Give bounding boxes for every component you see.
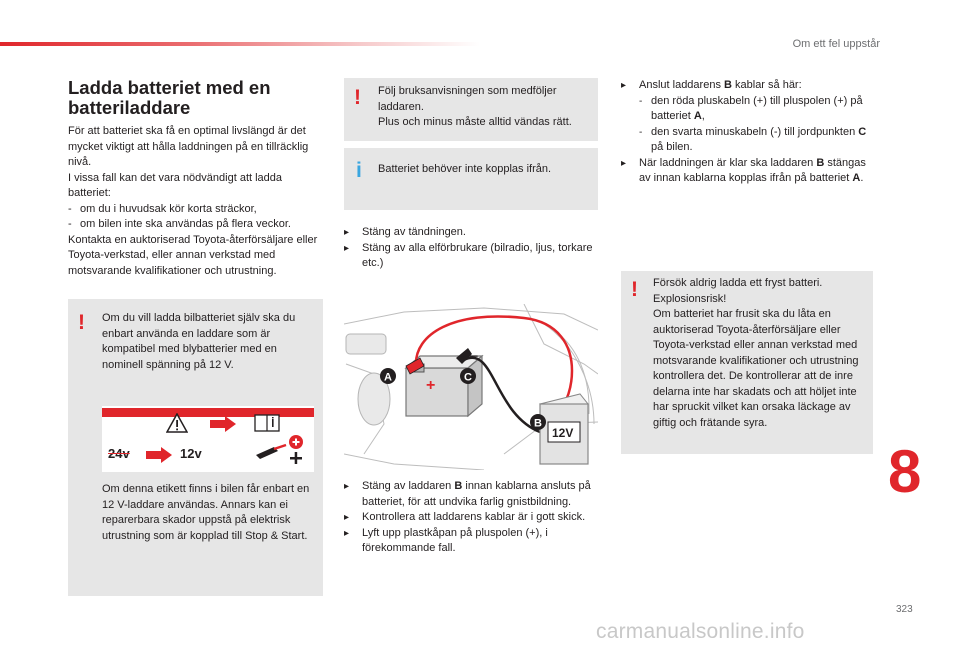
header-accent-bar: [0, 42, 480, 46]
section-title: Om ett fel uppstår: [792, 38, 880, 50]
arrow-right-icon: [210, 416, 236, 432]
list-item: - om du i huvudsak kör korta sträckor,: [68, 202, 326, 218]
list-item: - den svarta minuskabeln (-) till jordpunkten C på bilen.: [639, 125, 875, 156]
warning-box-instructions: [344, 78, 598, 141]
warning-line: Försök aldrig ladda ett fryst batteri.: [653, 277, 823, 289]
list-item: ▸ Kontrollera att laddarens kablar är i gott skick.: [344, 510, 594, 526]
contact-text: Kontakta en auktoriserad Toyota-återförsäljare eller Toyota-verkstad, eller annan verkstad med motsvarande kvalifikationer och utrustning.: [68, 233, 318, 277]
intro-block: [68, 124, 326, 279]
list-item: - den röda pluskabeln (+) till pluspolen (+) på batteriet A,: [639, 94, 875, 125]
warning-line: Explosionsrisk!: [653, 292, 727, 305]
warning-icon: !: [354, 86, 361, 109]
charger-clamp-icon: [252, 433, 308, 471]
watermark: carmanualsonline.info: [596, 620, 805, 643]
label-red-band: [102, 408, 314, 417]
preparation-steps: [344, 225, 594, 272]
marker-c-label: C: [464, 371, 472, 384]
charging-cases-list: [68, 202, 326, 233]
list-item: ▸ Stäng av laddaren B innan kablarna ansluts på batteriet, för att undvika farlig gnistbildning.: [344, 479, 594, 510]
warning-text: [653, 276, 867, 431]
marker-b-label: B: [534, 417, 542, 430]
warning-icon: !: [631, 278, 638, 301]
charger-voltage-label: 12V: [552, 426, 574, 440]
warning-box-frozen: [621, 271, 873, 454]
warning-line: Följ bruksanvisningen som medföljer laddaren.: [378, 85, 557, 113]
battery-connection-diagram: [344, 304, 598, 470]
marker-a-label: A: [384, 371, 392, 384]
warning-text: Om du vill ladda bilbatteriet själv ska du enbart använda en laddare som är kompatibel med blybatterier med en nominell spänning på 12 V.: [102, 312, 296, 371]
label-24v: 24v: [108, 446, 130, 461]
list-item: - om bilen inte ska användas på flera veckor.: [68, 217, 326, 233]
info-box: [344, 148, 598, 210]
info-text: Batteriet behöver inte kopplas ifrån.: [378, 163, 552, 175]
connection-steps: [344, 479, 594, 557]
warning-box-charger: [68, 299, 323, 596]
warning-line: Om batteriet har frusit ska du låta en auktoriserad Toyota-återförsäljare eller Toyota-verkstad eller annan verkstad med motsvarande kvalifikationer och utrustning kontrollera det. De kontrollerar att de inre delarna inte har skadats och att höljet inte har spruckit vilket kan orsaka läckage av giftig och frätande syra.: [653, 308, 859, 429]
intro-text: För att batteriet ska få en optimal livslängd är det mycket viktigt att hålla laddningen på en tillräcklig nivå.: [68, 125, 309, 168]
info-icon: i: [356, 159, 362, 182]
list-item: ▸ Anslut laddarens B kablar så här: - den röda pluskabeln (+) till pluspolen (+) på batteriet A, - den svarta minuskabeln (-) till jordpunkten C på bilen.: [621, 78, 875, 156]
voltage-label-illustration: [102, 406, 314, 472]
list-item: ▸ Lyft upp plastkåpan på pluspolen (+), i förekommande fall.: [344, 526, 594, 557]
cable-order-list: [639, 94, 875, 156]
label-note-text: Om denna etikett finns i bilen får enbart en 12 V-laddare användas. Annars kan ei reparerbara skador uppstå på elektrisk utrustning som är kopplad till Stop & Start.: [102, 483, 310, 542]
svg-text:+: +: [426, 377, 436, 394]
manual-book-icon: [254, 413, 280, 433]
charger: [540, 394, 588, 464]
minus-label: −: [468, 346, 479, 366]
chapter-number: 8: [888, 438, 922, 505]
warning-triangle-icon: [166, 413, 188, 433]
arrow-right-icon: [146, 447, 172, 463]
page-number: 323: [896, 604, 913, 615]
page-title: Ladda batteriet med en batteriladdare: [68, 77, 271, 118]
warning-line: Plus och minus måste alltid vändas rätt.: [378, 116, 572, 128]
warning-icon: !: [78, 311, 85, 334]
intro-text-2: I vissa fall kan det vara nödvändigt att ladda batteriet:: [68, 171, 283, 199]
label-12v: 12v: [180, 446, 202, 461]
connect-steps: [621, 78, 875, 187]
list-item: ▸ Stäng av tändningen.: [344, 225, 594, 241]
warning-text: [378, 84, 592, 131]
list-item: ▸ När laddningen är klar ska laddaren B stängas av innan kablarna kopplas ifrån på batteriet A.: [621, 156, 875, 187]
list-item: ▸ Stäng av alla elförbrukare (bilradio, ljus, torkare etc.): [344, 241, 594, 272]
right-instructions: [621, 78, 875, 187]
